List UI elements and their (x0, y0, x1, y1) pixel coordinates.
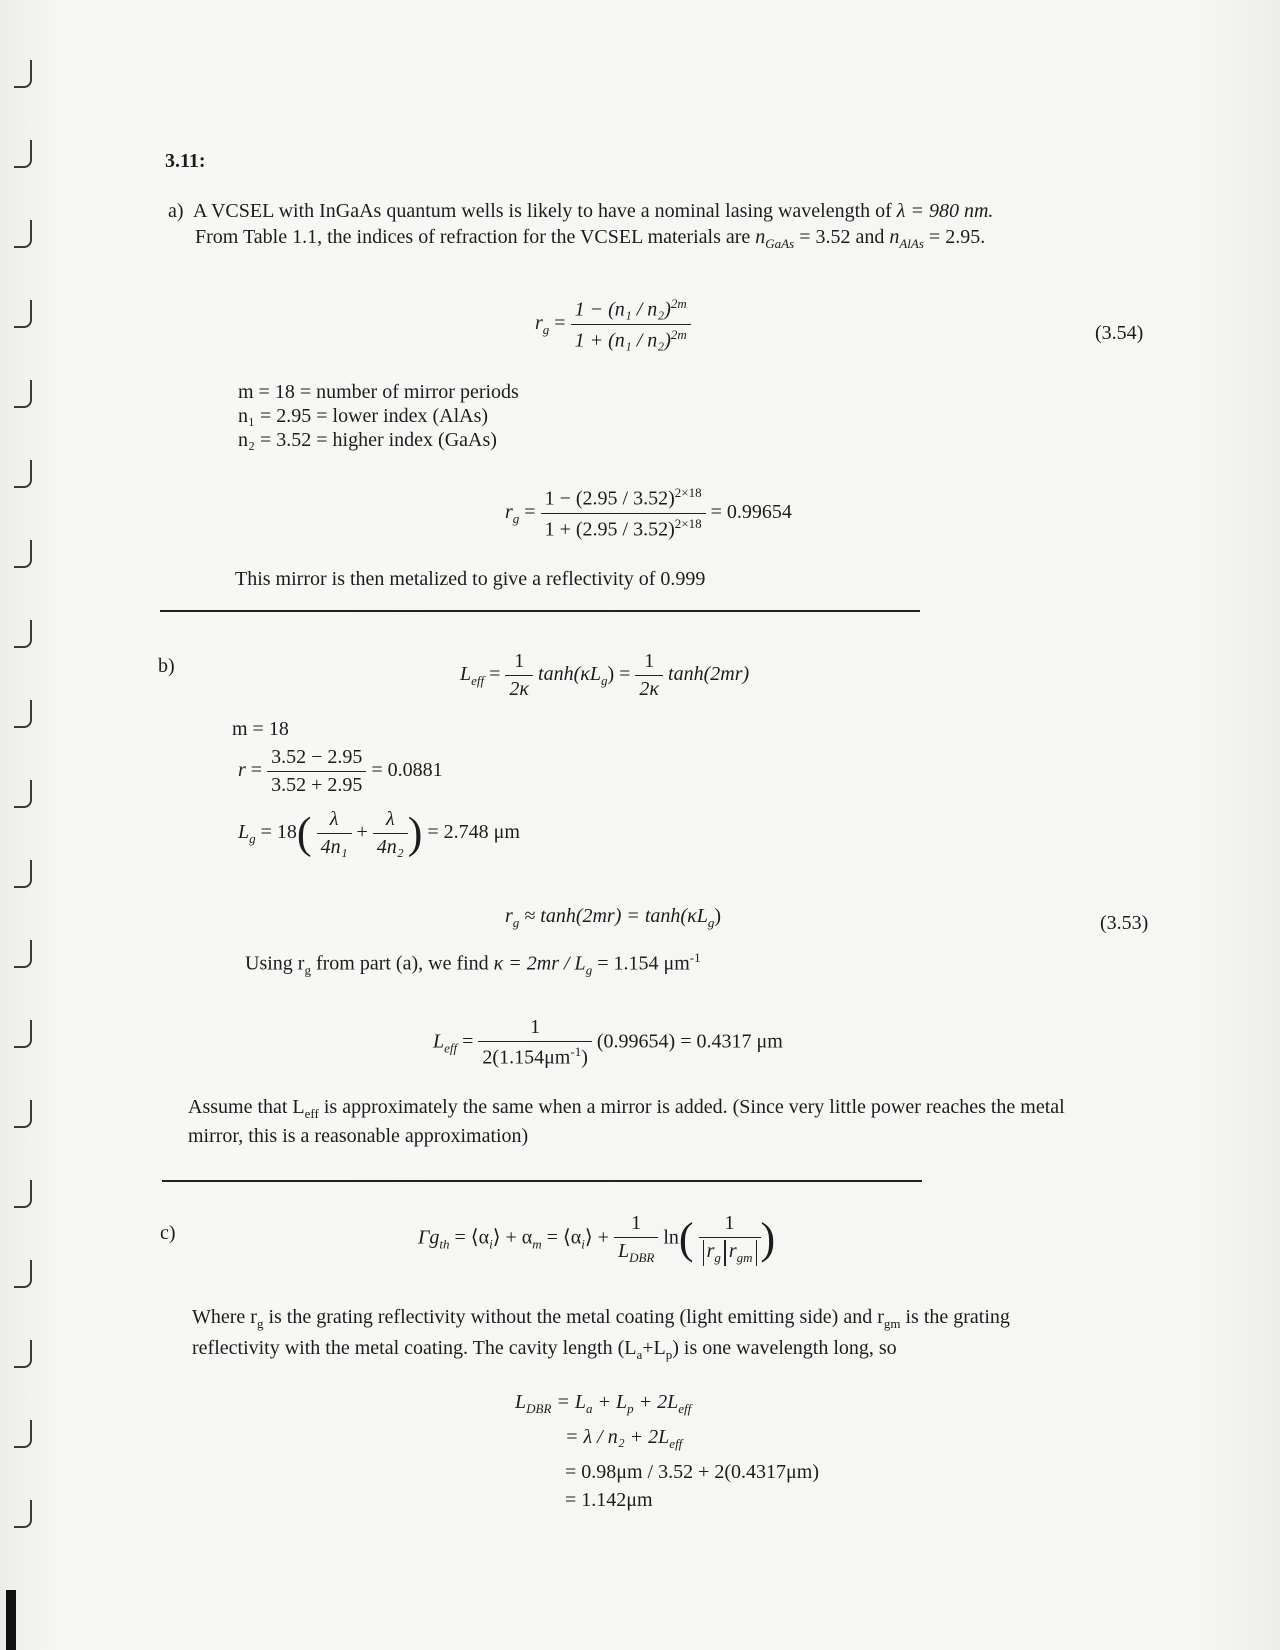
def-m: m = 18 = number of mirror periods (238, 381, 519, 403)
equation-leff: $L_{eff}$ = $\frac{1}{2\kappa}$ $\tanh(\kappa L_g)$ = $\frac{1}{2\kappa}$ tanh(2mr) (460, 650, 750, 700)
variable-definitions (238, 380, 519, 452)
scan-edge-mark (6, 1590, 16, 1650)
equation-lg: $L_g = 18$( $\frac{\lambda}{\text{4n₁}}$ + $\frac{\lambda}{\text{4n₂}}$ ) = 2.748 μm (238, 808, 520, 858)
kappa-line: Using $r_g$ from part (a), we find $\kappa = 2mr / L_g = 1.154$ $\mu m^{-1}$ (245, 950, 701, 978)
ldbr-line-2: = $\lambda / n_2 + 2L_{eff}$ (565, 1426, 683, 1451)
def-n1: n₁ = 2.95 = lower index (AlAs) (238, 405, 489, 427)
equation-number-3-53: (3.53) (1100, 912, 1149, 934)
ldbr-line-1: $L_{DBR} = L_a + L_p + 2L_{eff}$ (515, 1391, 692, 1416)
part-a-line2: From Table 1.1, the indices of refraction for the VCSEL materials are $n_{GaAs} = 3.52$ and $n_{AlAs} = 2.95$. (195, 226, 986, 251)
problem-number: 3.11: (165, 150, 206, 172)
equation-leff-numeric: $L_{eff}$ = $\frac{1}{2(1.154\mu m^{-1})}$ (0.99654) = 0.4317 μm (433, 1016, 783, 1069)
binding-holes (0, 40, 40, 1600)
part-c-label: c) (160, 1222, 176, 1244)
equation-number-3-54: (3.54) (1095, 322, 1144, 344)
divider-b-c (162, 1180, 922, 1182)
def-n2: n₂ = 3.52 = higher index (GaAs) (238, 429, 497, 451)
part-a-conclusion: This mirror is then metalized to give a reflectivity of 0.999 (235, 568, 706, 590)
equation-r: r = $\frac{3.52 - 2.95}{3.52 + 2.95}$ = 0.0881 (238, 746, 443, 796)
m-definition: m = 18 (232, 718, 289, 740)
part-a-label: a) (168, 200, 184, 222)
ldbr-line-3: = 0.98μm / 3.52 + 2(0.4317μm) (565, 1461, 819, 1483)
equation-rg-numeric: $r_g$ = $\frac{1 - (2.95 / 3.52)^{2\times 18}}{1 + (2.95 / 3.52)^{2\times 18}}$ = 0.99654 (505, 485, 792, 541)
equation-threshold-gain: $\Gamma g_{th}$ = $⟨\alpha_i⟩ + \alpha_m$ = $⟨\alpha_i⟩$ + $\frac{1}{L_{DBR}}$ ln( $\frac{1}{r_g r_{gm}}$ ) (418, 1212, 776, 1265)
part-b-label: b) (158, 655, 175, 677)
ldbr-line-4: = 1.142μm (565, 1489, 653, 1511)
part-a-line1: A VCSEL with InGaAs quantum wells is likely to have a nominal lasing wavelength of λ = 980 nm. (193, 200, 994, 222)
equation-3-54: $r_g$ = $\frac{1 - (n_1 / n_2)^{2m}}{1 + (n_1 / n_2)^{2m}}$ (535, 296, 691, 352)
divider-a-b (160, 610, 920, 612)
equation-3-53: $r_g \approx \tanh(2mr) = \tanh(\kappa L_g)$ (505, 905, 721, 930)
ldbr-derivation (515, 1388, 819, 1514)
assumption-paragraph: Assume that $L_{eff}$ is approximately the same when a mirror is added. (Since very little power reaches the metal mirror, this is a reasonable approximation) (188, 1096, 1065, 1147)
where-paragraph: Where $r_g$ is the grating reflectivity without the metal coating (light emitting side) and $r_{gm}$ is the grating reflectivity with the metal coating. The cavity length $(L_a+L_p)$ is one wavelength long, so (192, 1306, 1010, 1362)
